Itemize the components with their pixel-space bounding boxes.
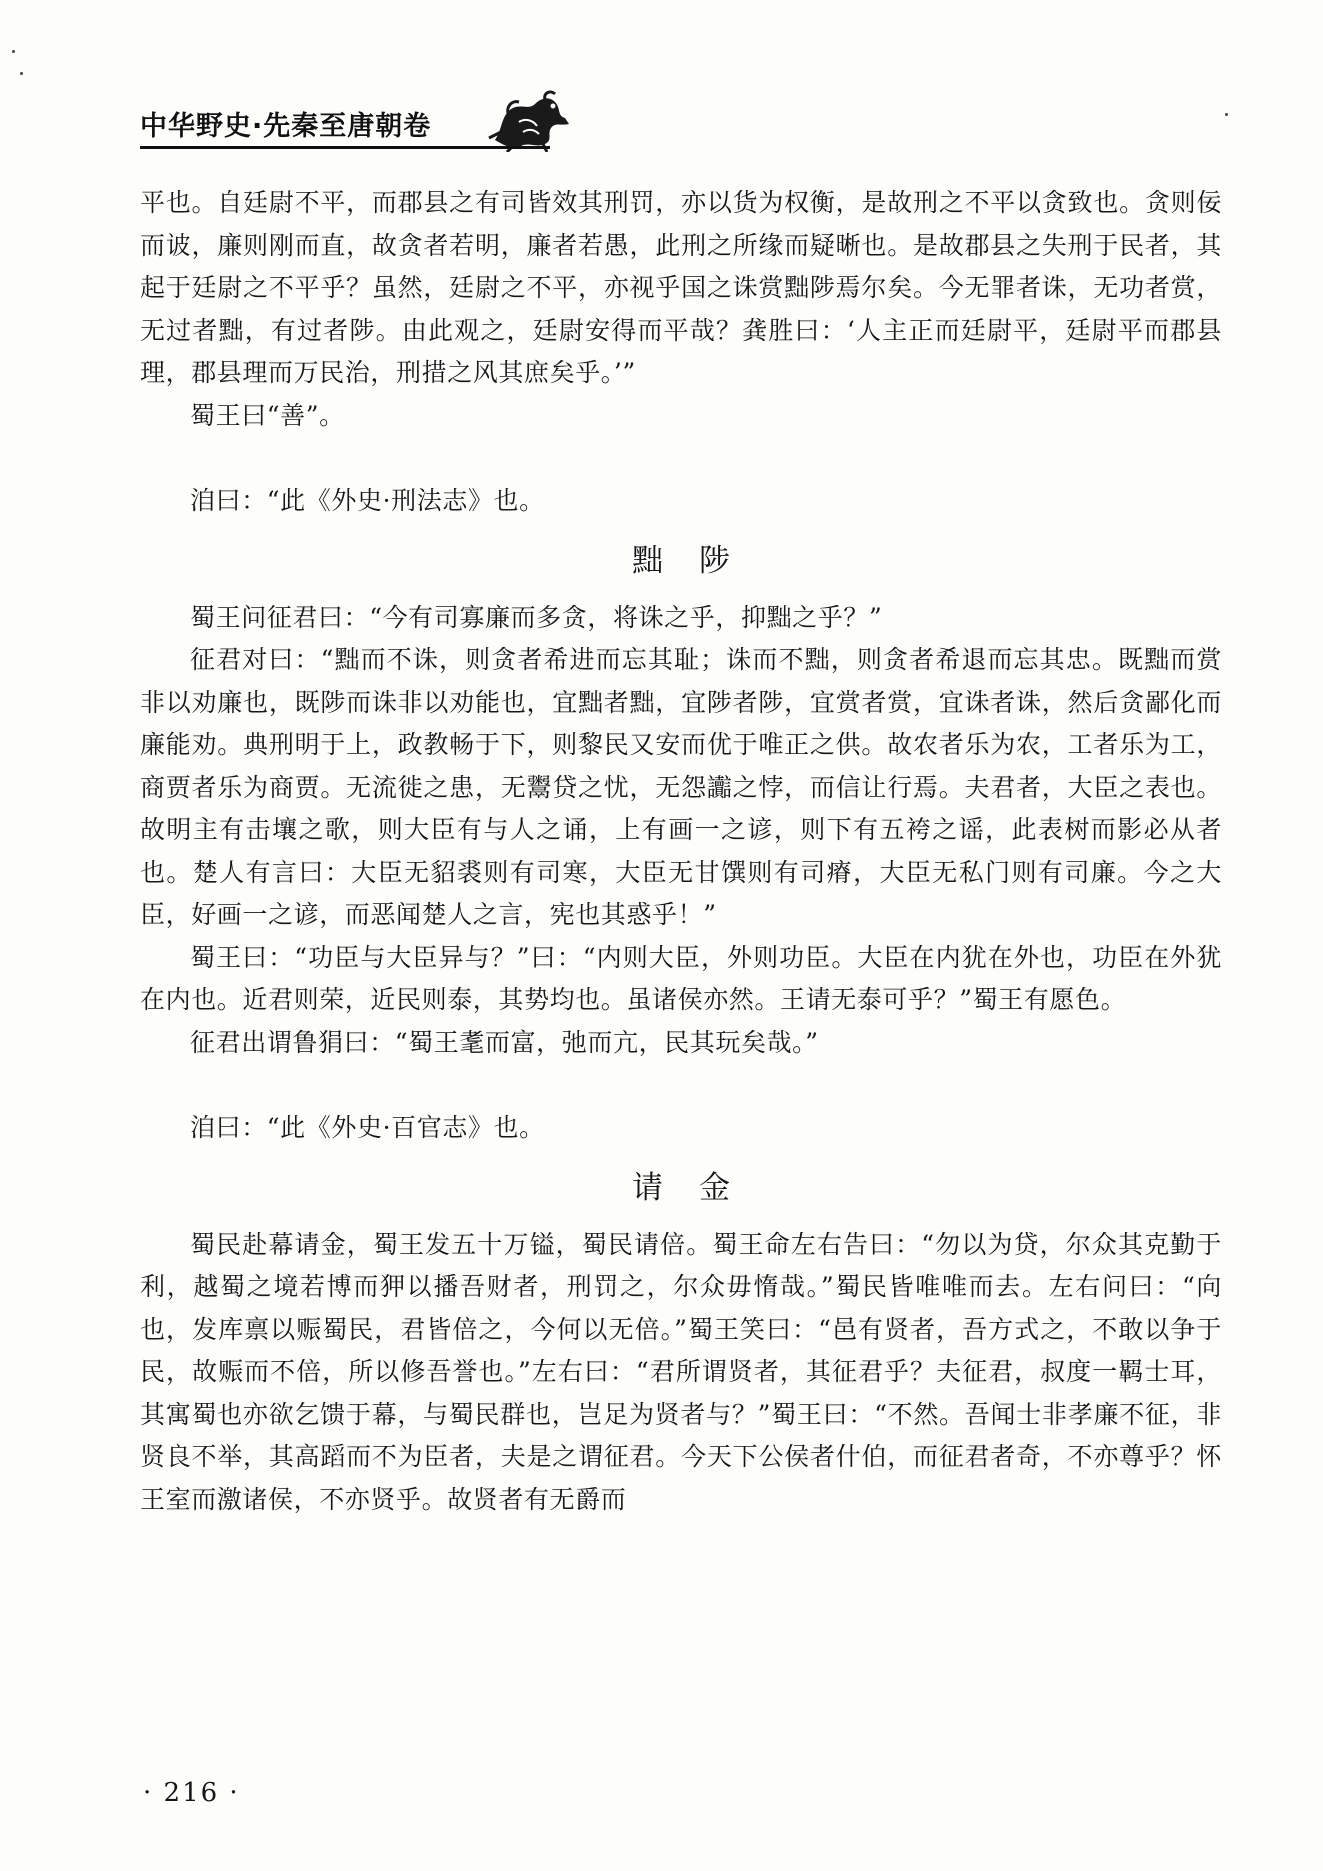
blank-line [140,1064,1222,1107]
paragraph: 蜀王曰“善”。 [190,400,345,430]
scan-speck [20,72,23,75]
body-text [140,182,1222,1521]
page-number: · 216 · [143,1778,240,1808]
blank-line [140,437,1222,480]
section-title: 请金 [632,1170,766,1206]
page-header [140,92,1240,152]
book-title: 中华野史·先秦至唐朝卷 [140,111,432,142]
paragraph: 蜀王曰：“功臣与大臣异与？”曰：“内则大臣，外则功臣。大臣在内犹在外也，功臣在外犹在内也。近君则荣，近民则泰，其势均也。虽诸侯亦然。王请无泰可乎？”蜀王有愿色。 [140,942,1222,1014]
paragraph: 洎曰：“此《外史·百官志》也。 [190,1112,545,1142]
paragraph: 平也。自廷尉不平，而郡县之有司皆效其刑罚，亦以货为权衡，是故刑之不平以贪致也。贪则佞而诐，廉则刚而直，故贪者若明，廉者若愚，此刑之所缘而疑晰也。是故郡县之失刑于民者，其起于廷尉之不平乎？虽然，廷尉之不平，亦视乎国之诛赏黜陟焉尔矣。今无罪者诛，无功者赏，无过者黜，有过者陟。由此观之，廷尉安得而平哉？龚胜曰：‘人主正而廷尉平，廷尉平而郡县理，郡县理而万民治，刑措之风其庶矣乎。’” [140,188,1222,387]
header-rule [140,146,550,149]
scan-speck [12,50,15,53]
paragraph: 征君对曰：“黜而不诛，则贪者希进而忘其耻；诛而不黜，则贪者希退而忘其忠。既黜而赏非以劝廉也，既陟而诛非以劝能也，宜黜者黜，宜陟者陟，宜赏者赏，宜诛者诛，然后贪鄙化而廉能劝。典刑明于上，政教畅于下，则黎民又安而优于唯正之供。故农者乐为农，工者乐为工，商贾者乐为商贾。无流徙之患，无鬻贷之忧，无怨讟之悖，而信让行焉。夫君者，大臣之表也。故明主有击壤之歌，则大臣有与人之诵，上有画一之谚，则下有五袴之谣，此表树而影必从者也。楚人有言曰：大臣无貂裘则有司寒，大臣无甘馔则有司瘠，大臣无私门则有司廉。今之大臣，好画一之谚，而恶闻楚人之言，宪也其惑乎！” [140,645,1222,929]
paragraph: 征君出谓鲁狷曰：“蜀王耄而富，弛而亢，民其玩矣哉。” [190,1027,819,1057]
section-title: 黜陟 [632,543,766,579]
paragraph: 蜀王问征君曰：“今有司寡廉而多贪，将诛之乎，抑黜之乎？” [190,602,883,632]
dragon-icon [485,88,575,152]
paragraph: 蜀民赴幕请金，蜀王发五十万镒，蜀民请倍。蜀王命左右告曰：“勿以为贷，尔众其克勤于利，越蜀之境若博而狎以播吾财者，刑罚之，尔众毋惰哉。”蜀民皆唯唯而去。左右问曰：“向也，发库禀以赈蜀民，君皆倍之，今何以无倍。”蜀王笑曰：“邑有贤者，吾方式之，不敢以争于民，故赈而不倍，所以修吾誉也。”左右曰：“君所谓贤者，其征君乎？夫征君，叔度一羁士耳，其寓蜀也亦欲乞馈于幕，与蜀民群也，岂足为贤者与？”蜀王曰：“不然。吾闻士非孝廉不征，非贤良不举，其高蹈而不为臣者，夫是之谓征君。今天下公侯者什伯，而征君者奇，不亦尊乎？怀王室而激诸侯，不亦贤乎。故贤者有无爵而 [140,1229,1222,1514]
paragraph: 洎曰：“此《外史·刑法志》也。 [190,485,545,515]
